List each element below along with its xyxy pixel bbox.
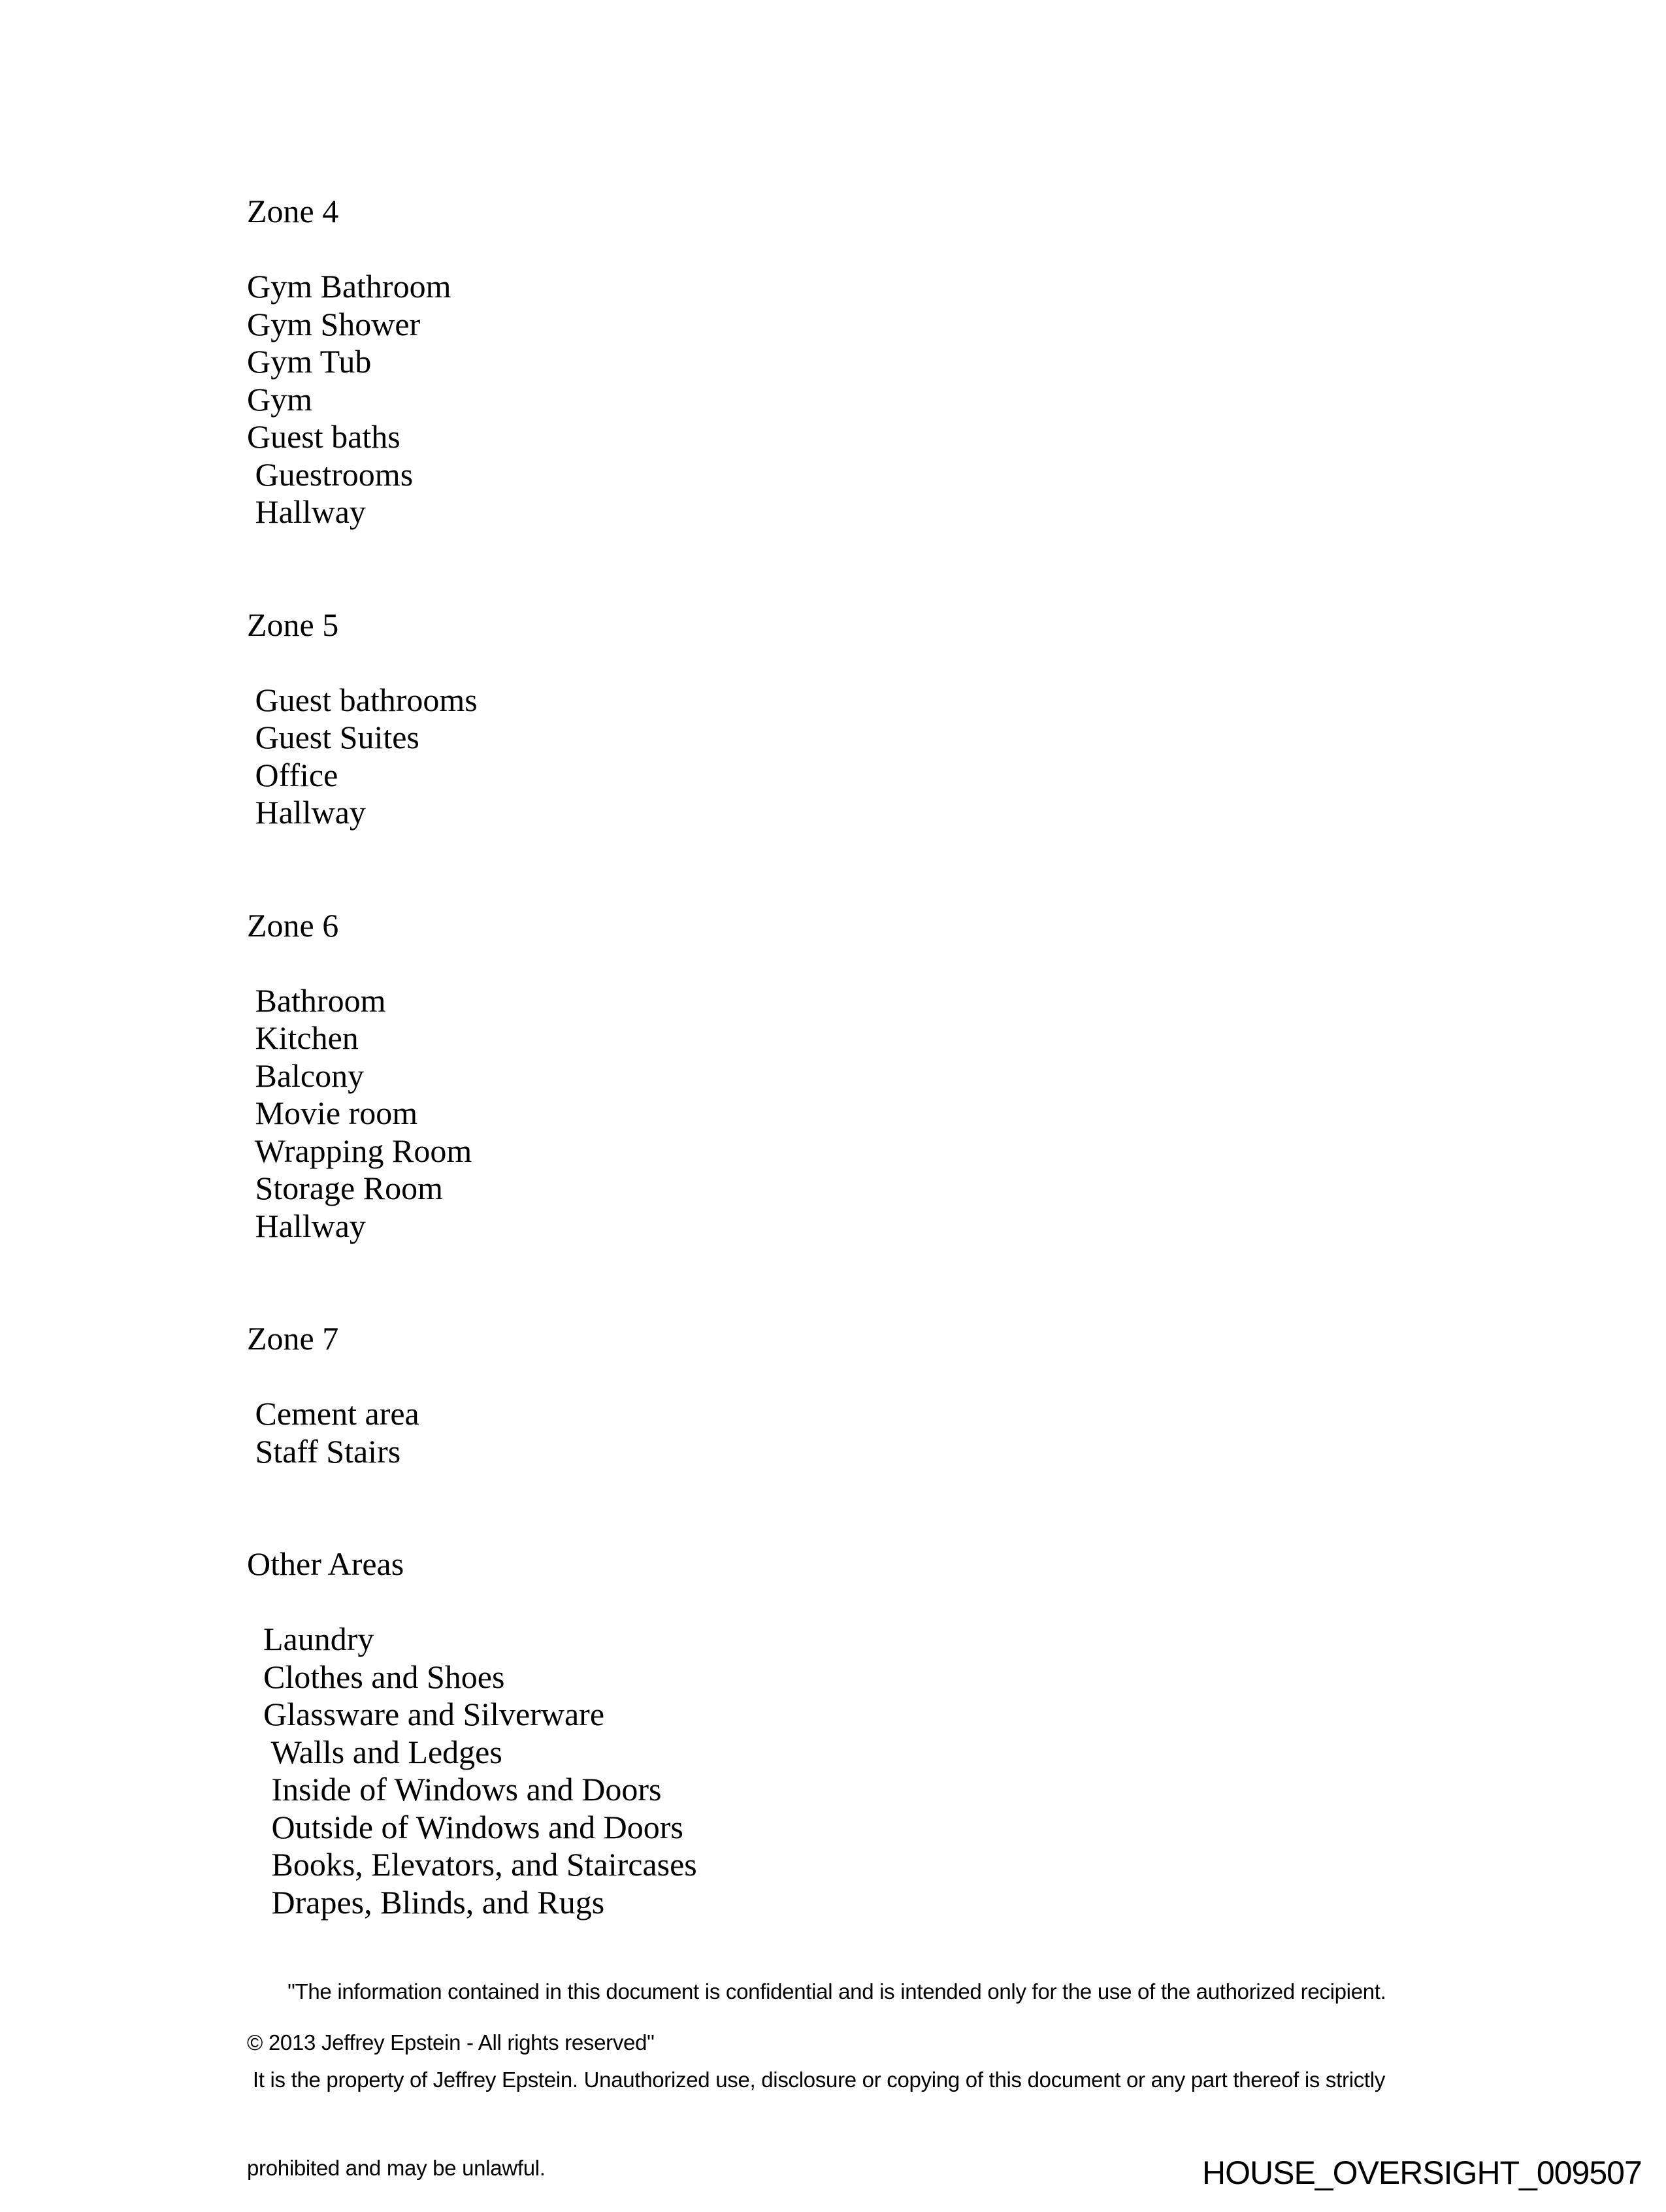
list-item: Staff Stairs <box>247 1432 401 1470</box>
list-item: Outside of Windows and Doors <box>247 1808 683 1845</box>
zone-list-content <box>247 193 697 1996</box>
list-item: Walls and Ledges <box>247 1733 502 1770</box>
section-items <box>247 1395 697 1470</box>
list-item: Guest bathrooms <box>247 681 478 718</box>
disclaimer-line: "The information contained in this document is confidential and is intended only for the use of the authorized recipient. <box>247 1979 1386 2004</box>
list-item: Drapes, Blinds, and Rugs <box>247 1883 605 1921</box>
disclaimer-line: It is the property of Jeffrey Epstein. Unauthorized use, disclosure or copying of this document or any part thereof is strictly <box>247 2068 1386 2092</box>
section-zone-7 <box>247 1320 697 1470</box>
section-items <box>247 1621 697 1921</box>
list-item: Laundry <box>247 1621 374 1657</box>
section-zone-6 <box>247 907 697 1246</box>
list-item: Glassware and Silverware <box>247 1696 605 1732</box>
list-item: Gym Bathroom <box>247 268 451 305</box>
list-item: Kitchen <box>247 1019 359 1056</box>
list-item: Gym <box>247 380 312 418</box>
section-zone-4 <box>247 193 697 531</box>
list-item: Clothes and Shoes <box>247 1658 505 1695</box>
copyright-notice: © 2013 Jeffrey Epstein - All rights reserved" <box>247 2030 655 2055</box>
list-item: Bathroom <box>247 982 386 1019</box>
list-item: Guestrooms <box>247 455 414 493</box>
list-item: Movie room <box>247 1095 418 1131</box>
list-item: Office <box>247 756 338 793</box>
section-heading: Zone 4 <box>247 193 339 229</box>
bates-stamp: HOUSE_OVERSIGHT_009507 <box>1202 2154 1642 2191</box>
section-heading: Zone 5 <box>247 606 339 643</box>
section-other-areas <box>247 1545 697 1921</box>
section-items <box>247 982 697 1246</box>
list-item: Storage Room <box>247 1170 443 1206</box>
section-zone-5 <box>247 606 697 832</box>
list-item: Inside of Windows and Doors <box>247 1771 662 1808</box>
list-item: Gym Shower <box>247 305 421 342</box>
disclaimer-line: prohibited and may be unlawful. <box>247 2156 546 2180</box>
section-heading: Zone 6 <box>247 906 339 944</box>
list-item: Gym Tub <box>247 343 372 380</box>
section-items <box>247 268 697 531</box>
list-item: Hallway <box>247 493 366 530</box>
list-item: Balcony <box>247 1057 365 1094</box>
list-item: Wrapping Room <box>247 1132 472 1169</box>
section-heading: Zone 7 <box>247 1320 339 1357</box>
list-item: Guest baths <box>247 418 400 455</box>
list-item: Hallway <box>247 794 366 831</box>
section-items <box>247 682 697 832</box>
section-heading: Other Areas <box>247 1545 404 1582</box>
list-item: Cement area <box>247 1395 419 1432</box>
list-item: Guest Suites <box>247 719 419 755</box>
list-item: Hallway <box>247 1207 366 1244</box>
list-item: Books, Elevators, and Staircases <box>247 1846 697 1883</box>
